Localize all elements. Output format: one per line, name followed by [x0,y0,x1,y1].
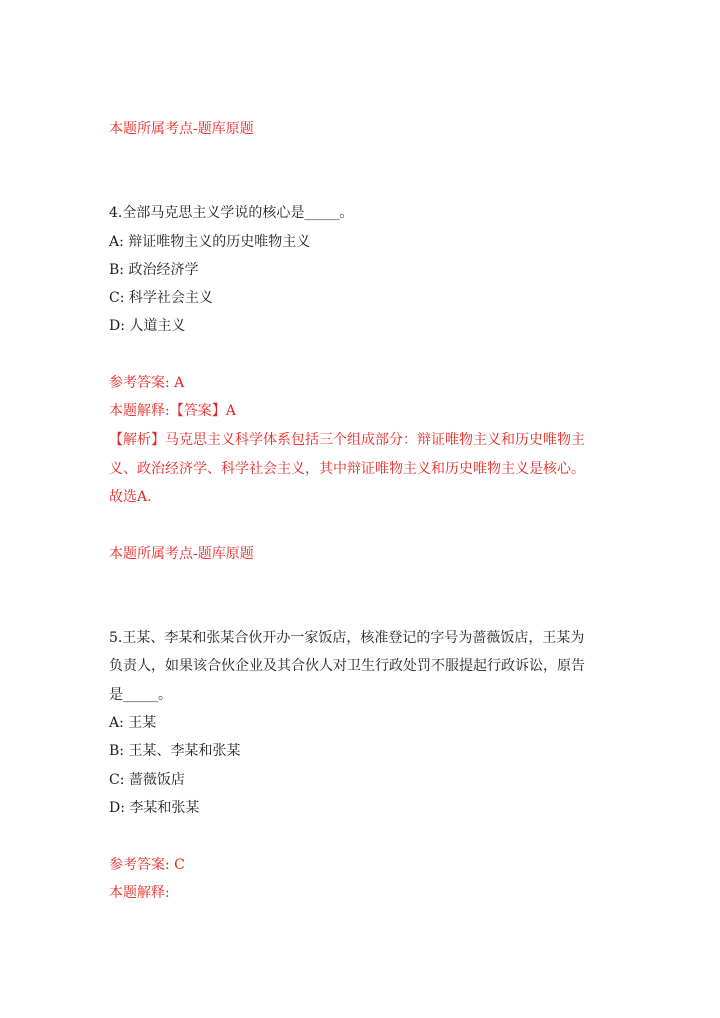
question-4-text: 4.全部马克思主义学说的核心是_____。 [109,205,354,221]
question-5-text-line-1: 5.王某、李某和张某合伙开办一家饭店，核准登记的字号为蔷薇饭店，王某为 [109,630,585,646]
question-5-answer: 参考答案: C [109,857,185,873]
explanation-tag: 【答案】A [169,403,236,419]
source-note: 本题所属考点-题库原题 [109,546,254,562]
explanation-label: 本题解释: [109,403,170,419]
question-5-option-c: C: 蔷薇饭店 [109,772,185,788]
question-5-text-line-3: 是_____。 [109,687,172,703]
question-4-option-a: A: 辩证唯物主义的历史唯物主义 [109,234,311,250]
question-4-analysis-line-3: 故选A. [109,489,152,505]
question-4-explanation [109,401,236,421]
question-5-option-d: D: 李某和张某 [109,800,200,816]
question-4-option-d: D: 人道主义 [109,318,186,334]
question-4-analysis-line-2: 义、政治经济学、科学社会主义，其中辩证唯物主义和历史唯物主义是核心。 [109,461,585,477]
question-5-option-b: B: 王某、李某和张某 [109,743,241,759]
question-5-option-a: A: 王某 [109,715,157,731]
source-note-top: 本题所属考点-题库原题 [109,121,254,137]
question-5-text-line-2: 负责人，如果该合伙企业及其合伙人对卫生行政处罚不服提起行政诉讼，原告 [109,658,585,674]
question-5-explanation: 本题解释: [109,885,170,901]
question-4-option-c: C: 科学社会主义 [109,290,213,306]
question-4-answer: 参考答案: A [109,375,185,391]
question-4-analysis-line-1: 【解析】马克思主义科学体系包括三个组成部分：辩证唯物主义和历史唯物主 [109,432,585,448]
question-4-option-b: B: 政治经济学 [109,262,199,278]
